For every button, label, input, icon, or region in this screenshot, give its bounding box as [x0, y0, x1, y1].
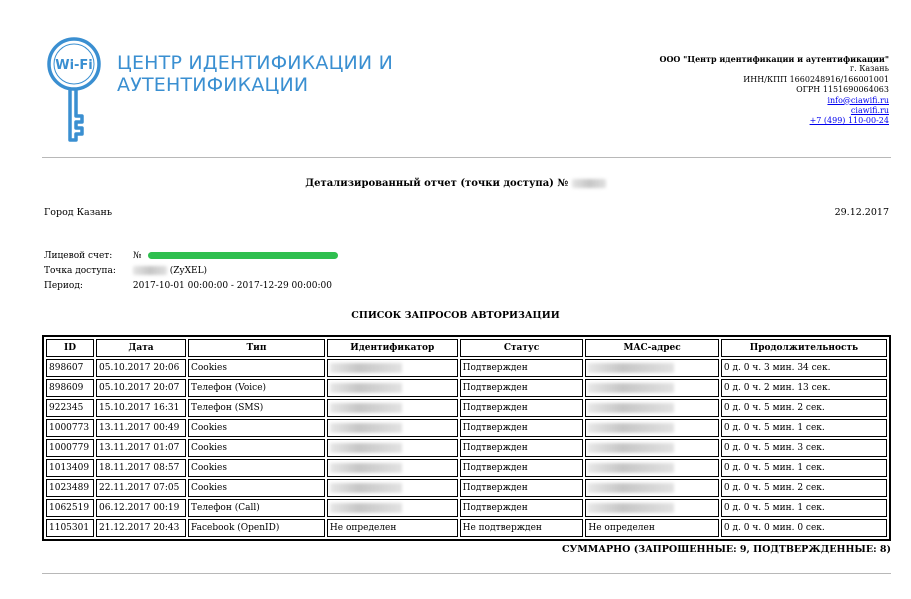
contacts-org: ООО "Центр идентификации и аутентификации" [659, 54, 889, 64]
cell-identifier [327, 379, 458, 397]
cell-id: 922345 [46, 399, 94, 417]
cell-identifier [327, 499, 458, 517]
cell-status: Подтвержден [460, 479, 584, 497]
cell-type: Cookies [188, 459, 325, 477]
table-header-row [46, 339, 887, 357]
requests-table-title: СПИСОК ЗАПРОСОВ АВТОРИЗАЦИИ [351, 310, 560, 321]
cell-date: 22.11.2017 07:05 [96, 479, 186, 497]
org-title-line1: ЦЕНТР ИДЕНТИФИКАЦИИ И [117, 52, 393, 74]
access-point-row [44, 266, 207, 276]
cell-status: Подтвержден [460, 379, 584, 397]
table-row [46, 419, 887, 437]
redacted-report-number [572, 179, 606, 188]
cell-id: 1062519 [46, 499, 94, 517]
cell-date: 05.10.2017 20:07 [96, 379, 186, 397]
header-divider [42, 157, 891, 158]
table-row [46, 399, 887, 417]
contacts-inn: ИНН/КПП 1660248916/166001001 [743, 74, 889, 84]
cell-date: 06.12.2017 00:19 [96, 499, 186, 517]
cell-id: 898609 [46, 379, 94, 397]
redacted-mac [588, 483, 674, 493]
cell-identifier [327, 399, 458, 417]
report-city: Город Казань [44, 207, 113, 218]
header-mac: MAC-адрес [585, 339, 719, 357]
redacted-mac [588, 423, 674, 433]
redacted-identifier [330, 503, 402, 513]
cell-status: Подтвержден [460, 459, 584, 477]
wifi-key-logo-icon [44, 36, 104, 144]
cell-identifier [327, 479, 458, 497]
org-title-line2: АУТЕНТИФИКАЦИИ [117, 74, 309, 96]
cell-duration: 0 д. 0 ч. 0 мин. 0 сек. [721, 519, 887, 537]
redacted-mac [588, 403, 674, 413]
contacts-site-link[interactable]: ciawifi.ru [850, 106, 889, 116]
table-row [46, 459, 887, 477]
account-label: Лицевой счет: [44, 251, 113, 261]
cell-status: Не подтвержден [460, 519, 584, 537]
cell-duration: 0 д. 0 ч. 2 мин. 13 сек. [721, 379, 887, 397]
cell-date: 13.11.2017 00:49 [96, 419, 186, 437]
redacted-mac [588, 363, 674, 373]
access-point-value: (ZyXEL) [169, 266, 208, 276]
summary-text: СУММАРНО (ЗАПРОШЕННЫЕ: 9, ПОДТВЕРЖДЕННЫЕ: 8) [561, 544, 891, 555]
cell-date: 15.10.2017 16:31 [96, 399, 186, 417]
cell-id: 1000773 [46, 419, 94, 437]
cell-mac [585, 379, 719, 397]
cell-duration: 0 д. 0 ч. 5 мин. 3 сек. [721, 439, 887, 457]
header-status: Статус [460, 339, 584, 357]
table-row [46, 439, 887, 457]
cell-identifier [327, 419, 458, 437]
cell-mac [585, 359, 719, 377]
footer-divider [42, 573, 891, 574]
header-duration: Продолжительность [721, 339, 887, 357]
header-date: Дата [96, 339, 186, 357]
cell-status: Подтвержден [460, 359, 584, 377]
cell-mac [585, 479, 719, 497]
redacted-identifier [330, 383, 402, 393]
cell-mac [585, 399, 719, 417]
redacted-identifier [330, 483, 402, 493]
cell-mac [585, 439, 719, 457]
header-id: ID [46, 339, 94, 357]
contacts-city: г. Казань [849, 64, 889, 74]
cell-type: Facebook (OpenID) [188, 519, 325, 537]
cell-id: 1000779 [46, 439, 94, 457]
redacted-access-point [133, 266, 167, 275]
cell-status: Подтвержден [460, 439, 584, 457]
redacted-identifier [330, 423, 402, 433]
cell-date: 13.11.2017 01:07 [96, 439, 186, 457]
cell-identifier [327, 459, 458, 477]
cell-type: Телефон (Call) [188, 499, 325, 517]
cell-status: Подтвержден [460, 399, 584, 417]
report-title-text: Детализированный отчет (точки доступа) № [305, 178, 569, 189]
report-date: 29.12.2017 [834, 207, 889, 218]
redacted-mac [588, 463, 674, 473]
table-row [46, 379, 887, 397]
contacts-ogrn: ОГРН 1151690064063 [796, 85, 889, 95]
account-value: № [132, 251, 142, 261]
contacts-email-link[interactable]: info@ciawifi.ru [827, 95, 889, 105]
cell-type: Cookies [188, 359, 325, 377]
cell-duration: 0 д. 0 ч. 5 мин. 2 сек. [721, 479, 887, 497]
cell-type: Cookies [188, 439, 325, 457]
cell-date: 18.11.2017 08:57 [96, 459, 186, 477]
cell-type: Cookies [188, 419, 325, 437]
cell-identifier: Не определен [327, 519, 458, 537]
redacted-identifier [330, 403, 402, 413]
table-row [46, 359, 887, 377]
redacted-identifier [330, 443, 402, 453]
redacted-mac [588, 383, 674, 393]
redacted-account-bar [148, 252, 338, 259]
redacted-identifier [330, 463, 402, 473]
redacted-identifier [330, 363, 402, 373]
logo-text: Wi-Fi [55, 58, 93, 73]
cell-mac: Не определен [585, 519, 719, 537]
period-value: 2017-10-01 00:00:00 - 2017-12-29 00:00:00 [132, 281, 332, 291]
table-row [46, 479, 887, 497]
header-identifier: Идентификатор [327, 339, 458, 357]
cell-type: Cookies [188, 479, 325, 497]
cell-duration: 0 д. 0 ч. 5 мин. 1 сек. [721, 459, 887, 477]
cell-identifier [327, 439, 458, 457]
access-point-label: Точка доступа: [44, 266, 116, 276]
cell-duration: 0 д. 0 ч. 3 мин. 34 сек. [721, 359, 887, 377]
cell-id: 1013409 [46, 459, 94, 477]
cell-type: Телефон (SMS) [188, 399, 325, 417]
redacted-mac [588, 443, 674, 453]
requests-table [42, 335, 891, 541]
cell-mac [585, 419, 719, 437]
contacts-phone-link[interactable]: +7 (499) 110-00-24 [809, 116, 889, 126]
account-row [44, 251, 338, 261]
cell-id: 1105301 [46, 519, 94, 537]
cell-date: 21.12.2017 20:43 [96, 519, 186, 537]
header-type: Тип [188, 339, 325, 357]
cell-date: 05.10.2017 20:06 [96, 359, 186, 377]
period-row [44, 281, 332, 291]
cell-id: 1023489 [46, 479, 94, 497]
redacted-mac [588, 503, 674, 513]
cell-mac [585, 459, 719, 477]
cell-mac [585, 499, 719, 517]
cell-status: Подтвержден [460, 419, 584, 437]
report-title [0, 178, 911, 189]
table-row [46, 519, 887, 537]
cell-duration: 0 д. 0 ч. 5 мин. 1 сек. [721, 499, 887, 517]
cell-duration: 0 д. 0 ч. 5 мин. 2 сек. [721, 399, 887, 417]
cell-identifier [327, 359, 458, 377]
contacts-block [659, 54, 889, 127]
cell-id: 898607 [46, 359, 94, 377]
cell-type: Телефон (Voice) [188, 379, 325, 397]
cell-status: Подтвержден [460, 499, 584, 517]
table-row [46, 499, 887, 517]
period-label: Период: [44, 281, 83, 291]
org-title [117, 52, 393, 96]
cell-duration: 0 д. 0 ч. 5 мин. 1 сек. [721, 419, 887, 437]
